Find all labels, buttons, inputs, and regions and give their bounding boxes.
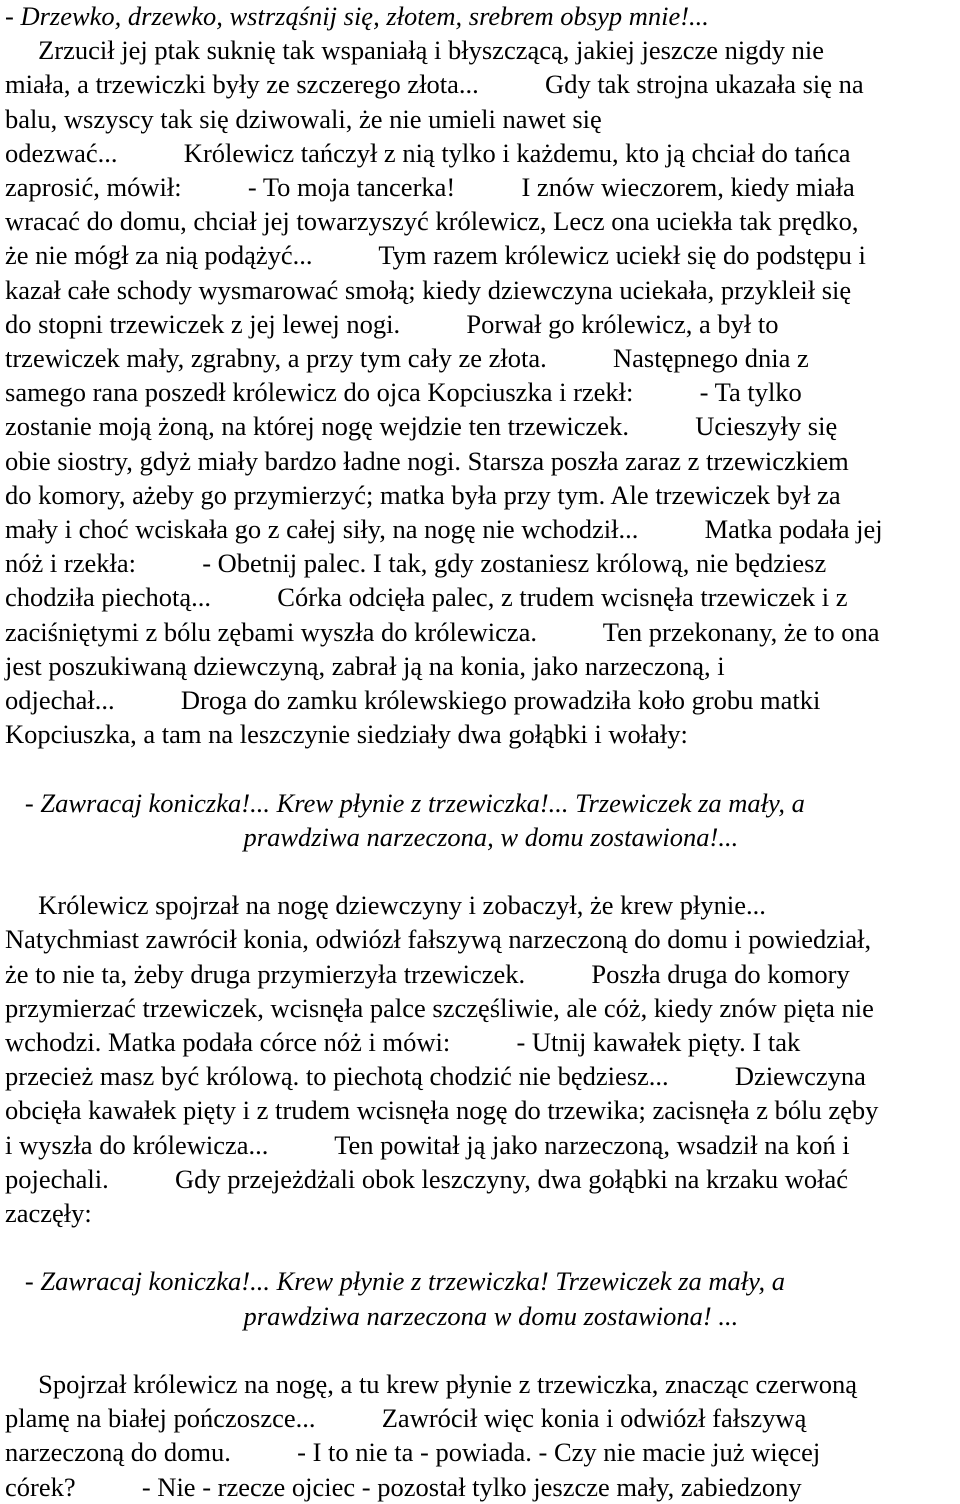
text-line: balu, wszyscy tak się dziwowali, że nie umieli nawet się [5,103,602,134]
text-line: i wyszła do królewicza... Ten powitał ją jako narzeczoną, wsadził na koń i [5,1129,850,1160]
text-line: zaciśniętymi z bólu zębami wyszła do królewicza. Ten przekonany, że to ona [5,616,880,647]
text-line: pojechali. Gdy przejeżdżali obok leszczyny, dwa gołąbki na krzaku wołać [5,1163,849,1194]
text-line: że to nie ta, żeby druga przymierzyła trzewiczek. Poszła druga do komory [5,958,850,989]
text-line: obcięła kawałek pięty i z trudem wcisnęła nogę do trzewika; zacisnęła z bólu zęby [5,1095,879,1126]
text-line: że nie mógł za nią podążyć... Tym razem królewicz uciekł się do podstępu i [5,240,866,271]
text-line: zostanie moją żoną, na której nogę wejdzie ten trzewiczek. Ucieszyły się [5,411,838,442]
text-line: odezwać... Królewicz tańczył z nią tylko i każdemu, kto ją chciał do tańca [5,137,851,168]
text-line: Królewicz spojrzał na nogę dziewczyny i zobaczył, że krew płynie... [5,890,766,921]
text-line: samego rana poszedł królewicz do ojca Kopciuszka i rzekł: - Ta tylko [5,377,802,408]
text-line: jest poszukiwaną dziewczyną, zabrał ją na konia, jako narzeczoną, i [5,650,725,681]
verse-line: - Zawracaj koniczka!... Krew płynie z trzewiczka! Trzewiczek za mały, a [5,1266,785,1297]
text-line: trzewiczek mały, zgrabny, a przy tym cały ze złota. Następnego dnia z [5,343,809,373]
text-line: nóż i rzekła: - Obetnij palec. I tak, gdy zostaniesz królową, nie będziesz [5,548,827,579]
text-line: zaprosić, mówił: - To moja tancerka! I znów wieczorem, kiedy miała [5,172,855,202]
text-line: obie siostry, gdyż miały bardzo ładne nogi. Starsza poszła zaraz z trzewiczkiem [5,445,849,476]
text-line: przymierzać trzewiczek, wcisnęła palce szczęśliwie, ale cóż, kiedy znów pięta nie [5,992,874,1023]
verse-line: prawdziwa narzeczona, w domu zostawiona!... [5,821,739,852]
text-line: wracać do domu, chciał jej towarzyszyć królewicz, Lecz ona uciekła tak prędko, [5,206,859,237]
text-line: plamę na białej pończoszce... Zawrócił więc konia i odwiózł fałszywą [5,1403,807,1434]
text-line: Spojrzał królewicz na nogę, a tu krew płynie z trzewiczka, znacząc czerwoną [5,1369,857,1399]
text-line: do stopni trzewiczek z jej lewej nogi. Porwał go królewicz, a był to [5,308,779,339]
text-line: odjechał... Droga do zamku królewskiego prowadziła koło grobu matki [5,685,821,715]
verse-line: - Drzewko, drzewko, wstrząśnij się, złotem, srebrem obsyp mnie!... [5,1,709,31]
text-line: wchodzi. Matka podała córce nóż i mówi: - Utnij kawałek pięty. I tak [5,1027,801,1057]
text-line: do komory, ażeby go przymierzyć; matka była przy tym. Ale trzewiczek był za [5,479,841,510]
text-line: narzeczoną do domu. - I to nie ta - powiada. - Czy nie macie już więcej [5,1437,821,1468]
text-line: chodziła piechotą... Córka odcięła palec, z trudem wcisnęła trzewiczek i z [5,582,848,613]
text-line: mały i choć wciskała go z całej siły, na nogę nie wchodził... Matka podała jej [5,514,883,544]
text-line: zaczęły: [5,1198,92,1228]
text-line: Kopciuszka, a tam na leszczynie siedziały dwa gołąbki i wołały: [5,719,688,750]
verse-line: prawdziwa narzeczona w domu zostawiona! ... [5,1300,739,1331]
text-line: miała, a trzewiczki były ze szczerego złota... Gdy tak strojna ukazała się na [5,69,864,100]
text-line: Zrzucił jej ptak suknię tak wspaniałą i błyszczącą, jakiej jeszcze nigdy nie [5,35,824,66]
text-line: córek? - Nie - rzecze ojciec - pozostał tylko jeszcze mały, zabiedzony [5,1471,802,1502]
text-line: przecież masz być królową. to piechotą chodzić nie będziesz... Dziewczyna [5,1061,866,1092]
text-line: kazał całe schody wysmarować smołą; kiedy dziewczyna uciekała, przykleił się [5,274,852,305]
verse-line: - Zawracaj koniczka!... Krew płynie z trzewiczka!... Trzewiczek za mały, a [5,787,805,818]
text-line: Natychmiast zawrócił konia, odwiózł fałszywą narzeczoną do domu i powiedział, [5,924,872,955]
